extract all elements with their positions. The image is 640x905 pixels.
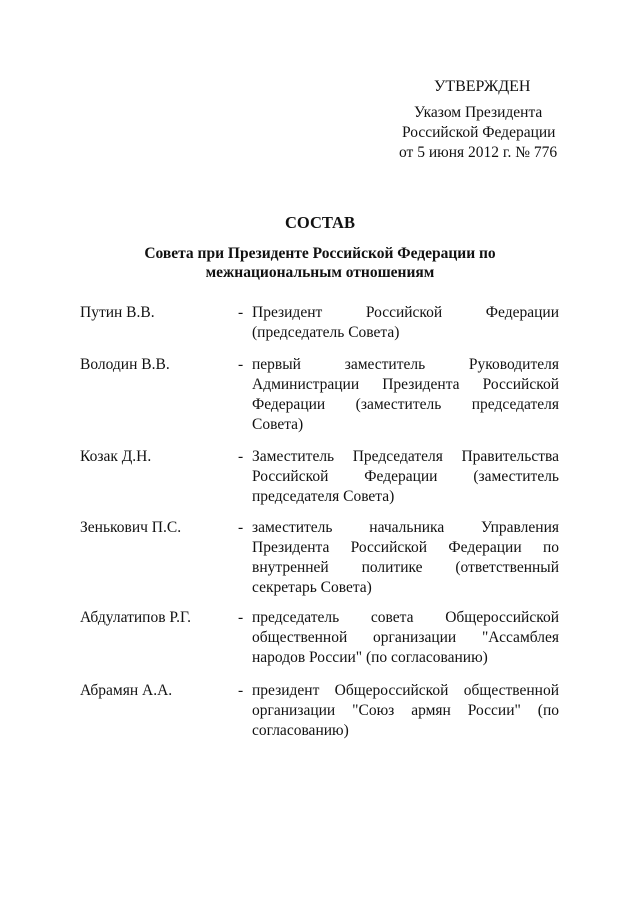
member-role: заместитель начальника Управления Президента Российской Федерации по внутренней политике (ответственный секретарь Совета) [252,519,559,596]
member-name: Путин В.В. [80,304,155,321]
member-name: Володин В.В. [80,356,170,373]
member-dash: - [238,304,244,321]
document-title: СОСТАВ [285,213,355,232]
member-name: Зенькович П.С. [80,519,182,536]
approval-country-line: Российской Федерации [402,124,556,141]
member-dash: - [238,519,244,536]
member-dash: - [238,682,244,699]
approval-heading: УТВЕРЖДЕН [434,78,531,95]
member-name: Абдулатипов Р.Г. [80,609,192,626]
member-role: президент Общероссийской общественной организации "Союз армян России" (по согласованию) [252,682,559,739]
approval-date-line: от 5 июня 2012 г. № 776 [399,144,558,161]
member-role: председатель совета Общероссийской общественной организации "Ассамблея народов России" (по согласованию) [252,609,559,666]
member-role: Президент Российской Федерации (председатель Совета) [252,304,559,341]
member-dash: - [238,609,244,626]
member-role: Заместитель Председателя Правительства Российской Федерации (заместитель председателя Совета) [252,448,559,505]
member-name: Козак Д.Н. [80,448,152,465]
document-subtitle: Совета при Президенте Российской Федерации по межнациональным отношениям [144,245,496,281]
member-role: первый заместитель Руководителя Администрации Президента Российской Федерации (заместитель председателя Совета) [252,356,559,433]
member-name: Абрамян А.А. [80,682,173,699]
approval-decree-line: Указом Президента [414,104,543,121]
member-dash: - [238,356,244,373]
member-dash: - [238,448,244,465]
